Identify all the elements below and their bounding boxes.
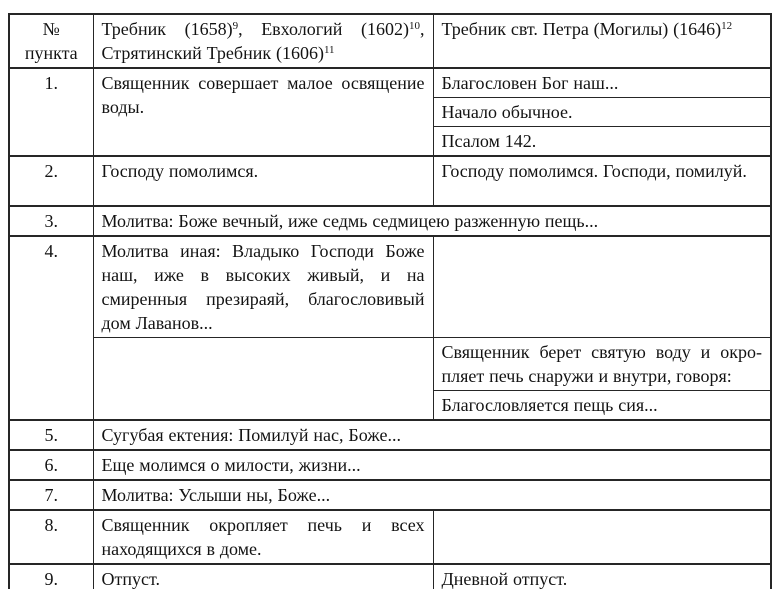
cell-1-right-1: Благословен Бог наш... xyxy=(433,68,771,98)
table-row-4 xyxy=(9,236,771,338)
cell-1-right-2: Начало обычное. xyxy=(433,98,771,127)
cell-5-num: 5. xyxy=(9,420,93,450)
cell-8-left: Священник окропляет печь и всех находящихся в доме. xyxy=(93,510,433,564)
cell-6-full: Еще молимся о милости, жизни... xyxy=(93,450,771,480)
cell-3-full: Молитва: Боже вечный, иже седмь седмицею разженную пещь... xyxy=(93,206,771,236)
table-row-6 xyxy=(9,450,771,480)
table-row-9 xyxy=(9,564,771,589)
cell-4-right-empty xyxy=(433,236,771,338)
cell-9-left: Отпуст. xyxy=(93,564,433,589)
cell-2-num: 2. xyxy=(9,156,93,206)
cell-4-right-2: Священник берет святую воду и окропляет печь снаружи и внутри, говоря: xyxy=(433,338,771,391)
cell-7-num: 7. xyxy=(9,480,93,510)
table-row-4b xyxy=(9,338,771,391)
header-trebnik-1658-column: Требник $(1658)^9$, Евхологий $(1602)^{10}$, Стрятинский Требник $(1606)^{11}$ xyxy=(93,14,433,68)
cell-3-num: 3. xyxy=(9,206,93,236)
cell-7-full: Молитва: Услыши ны, Боже... xyxy=(93,480,771,510)
cell-4-num: 4. xyxy=(9,236,93,420)
table-row-8 xyxy=(9,510,771,564)
header-row xyxy=(9,14,771,68)
cell-1-num: 1. xyxy=(9,68,93,156)
table-row-1 xyxy=(9,68,771,98)
cell-5-full: Сугубая ектения: Помилуй нас, Боже... xyxy=(93,420,771,450)
cell-4-right-3: Благословляется пещь сия... xyxy=(433,391,771,421)
cell-9-right: Дневной отпуст. xyxy=(433,564,771,589)
cell-4-left: Молитва иная: Владыко Господи Боже наш, иже в высоких живый, и на смиренныя презираяй, благословивый дом Лаванов... xyxy=(93,236,433,338)
table-row-2 xyxy=(9,156,771,206)
header-trebnik-mogily-column: Требник свт. Петра (Могилы) $(1646)^{12}$ xyxy=(433,14,771,68)
cell-9-num: 9. xyxy=(9,564,93,589)
table-row-3 xyxy=(9,206,771,236)
cell-2-right: Господу помолимся. Господи, помилуй. xyxy=(433,156,771,206)
liturgical-comparison-table xyxy=(8,13,772,589)
cell-8-num: 8. xyxy=(9,510,93,564)
cell-2-left: Господу помолимся. xyxy=(93,156,433,206)
cell-4-left-empty xyxy=(93,338,433,421)
cell-6-num: 6. xyxy=(9,450,93,480)
cell-1-left: Священник совершает малое освящение воды. xyxy=(93,68,433,156)
cell-8-right-empty xyxy=(433,510,771,564)
table-row-7 xyxy=(9,480,771,510)
header-num-column: № пункта xyxy=(9,14,93,68)
table-row-5 xyxy=(9,420,771,450)
cell-1-right-3: Псалом 142. xyxy=(433,127,771,157)
